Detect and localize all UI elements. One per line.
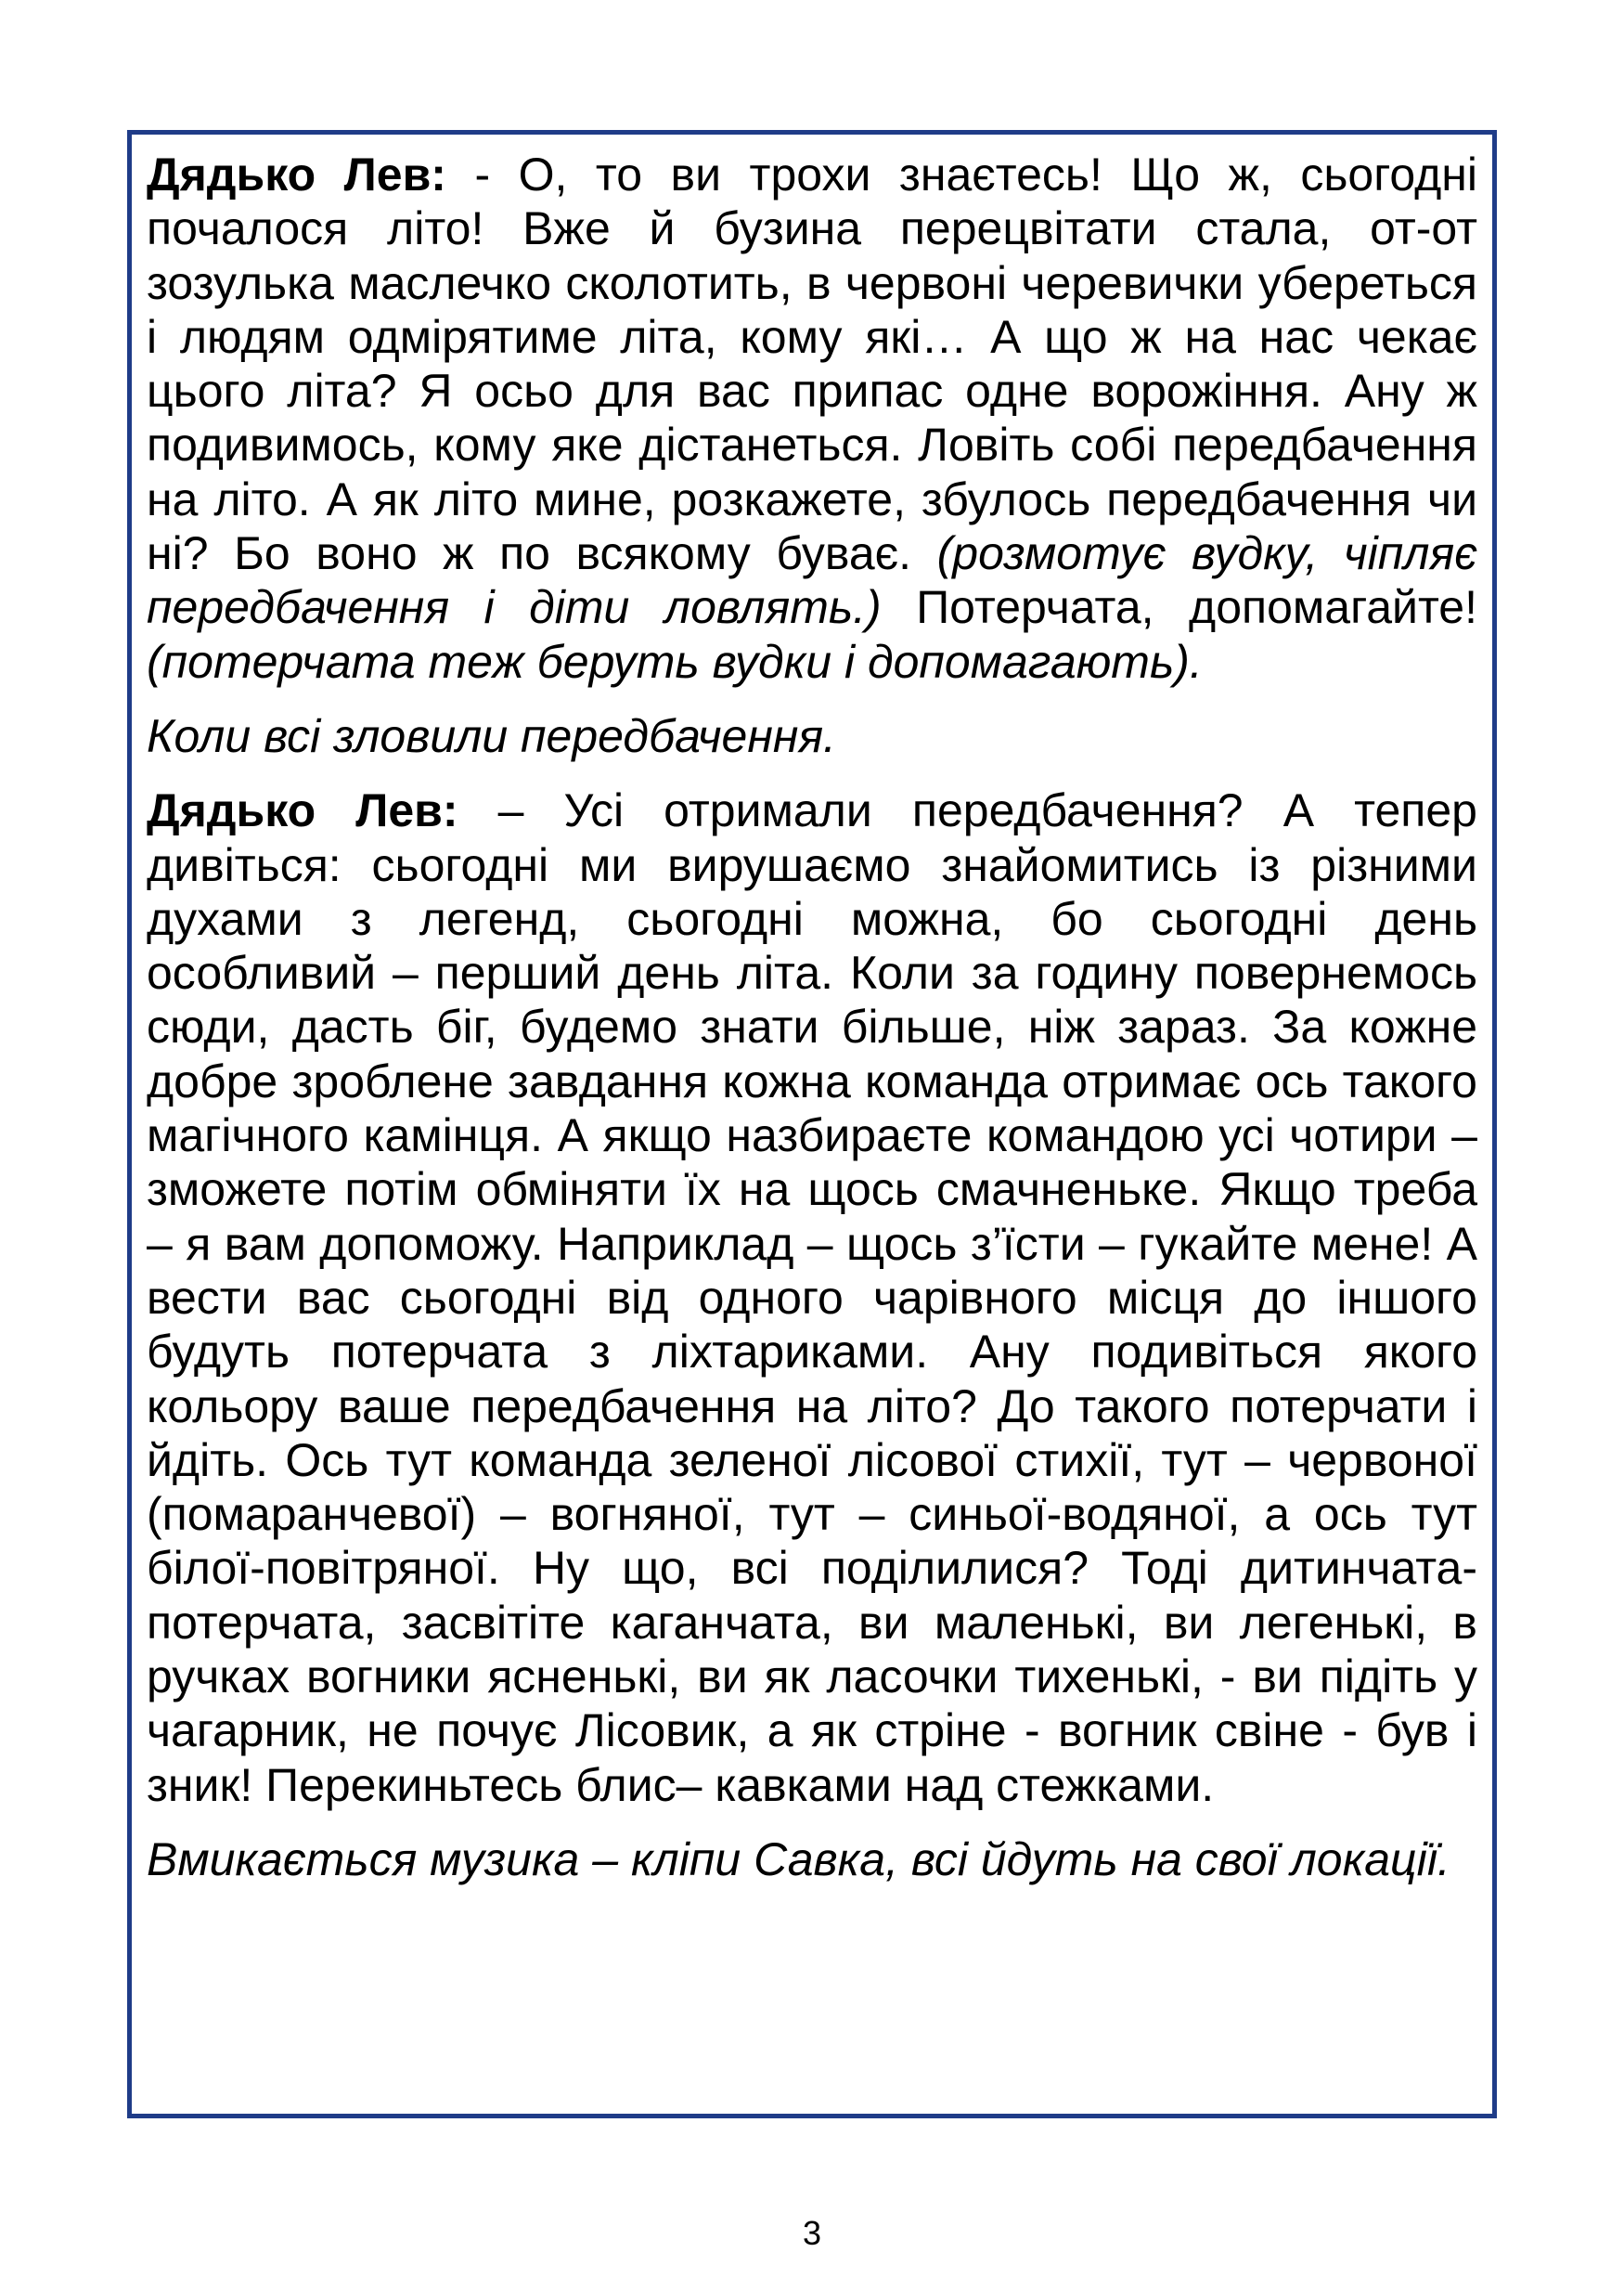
content-frame [127,130,1497,2118]
speech-text: Потерчата, допомагайте! [881,581,1478,634]
speech-text: - О, то ви трохи знаєтесь! Що ж, сьогодні почалося літо! Вже й бузина перецвітати стала, от-от зозулька маслечко сколотить, в червоні черевички убереться і людям одмірятиме літа, кому які… А що ж на нас чекає цього літа? Я осьо для вас припас одне ворожіння. Ану ж подивимось, кому яке дістанеться. Ловіть собі передбачення на літо. А як літо мине, розкажете, збулось передбачення чи ні? Бо воно ж по всякому буває. [147,149,1477,580]
stage-direction-paragraph: Коли всі зловили передбачення. [147,709,836,762]
paragraph-3 [147,783,1477,1812]
page-number: 3 [802,2214,822,2252]
speaker-name: Дядько Лев: [147,149,446,201]
stage-direction: (розмотує вудку, чіпляє передбачення і діти ловлять.) [147,527,1477,634]
speech-text: – Усі отримали передбачення? А тепер дивіться: сьогодні ми вирушаємо знайомитись із різними духами з легенд, сьогодні можна, бо сьогодні день особливий – перший день літа. Коли за годину повернемось сюди, дасть біг, будемо знати більше, ніж зараз. За кожне добре зроблене завдання кожна команда отримає ось такого магічного камінця. А якщо назбираєте командою усі чотири – зможете потім обміняти їх на щось смачненьке. Якщо треба – я вам допоможу. Наприклад – щось з’їсти – гукайте мене! А вести вас сьогодні від одного чарівного місця до іншого будуть потерчата з ліхтариками. Ану подивіться якого кольору ваше передбачення на літо? До такого потерчати і йдіть. Ось тут команда зеленої лісової стихії, тут – червоної (помаранчевої) – вогняної, тут – синьої-водяної, а ось тут білої-повітряної. Ну що, всі поділилися? Тоді дитинчата-потерчата, засвітіте каганчата, ви маленькі, ви легенькі, в ручках вогники ясненькі, ви як ласочки тихенькі, - ви підіть у чагарник, не почує Лісовик, а як стріне - вогник свіне - був і зник! Перекиньтесь блис– кавками над стежками. [147,784,1477,1811]
stage-direction: (потерчата теж беруть вудки і допомагають). [147,635,1203,688]
paragraph-1 [147,148,1477,689]
speaker-name: Дядько Лев: [147,784,458,837]
stage-direction-paragraph: Вмикається музика – кліпи Савка, всі йдуть на свої локації. [147,1832,1450,1885]
